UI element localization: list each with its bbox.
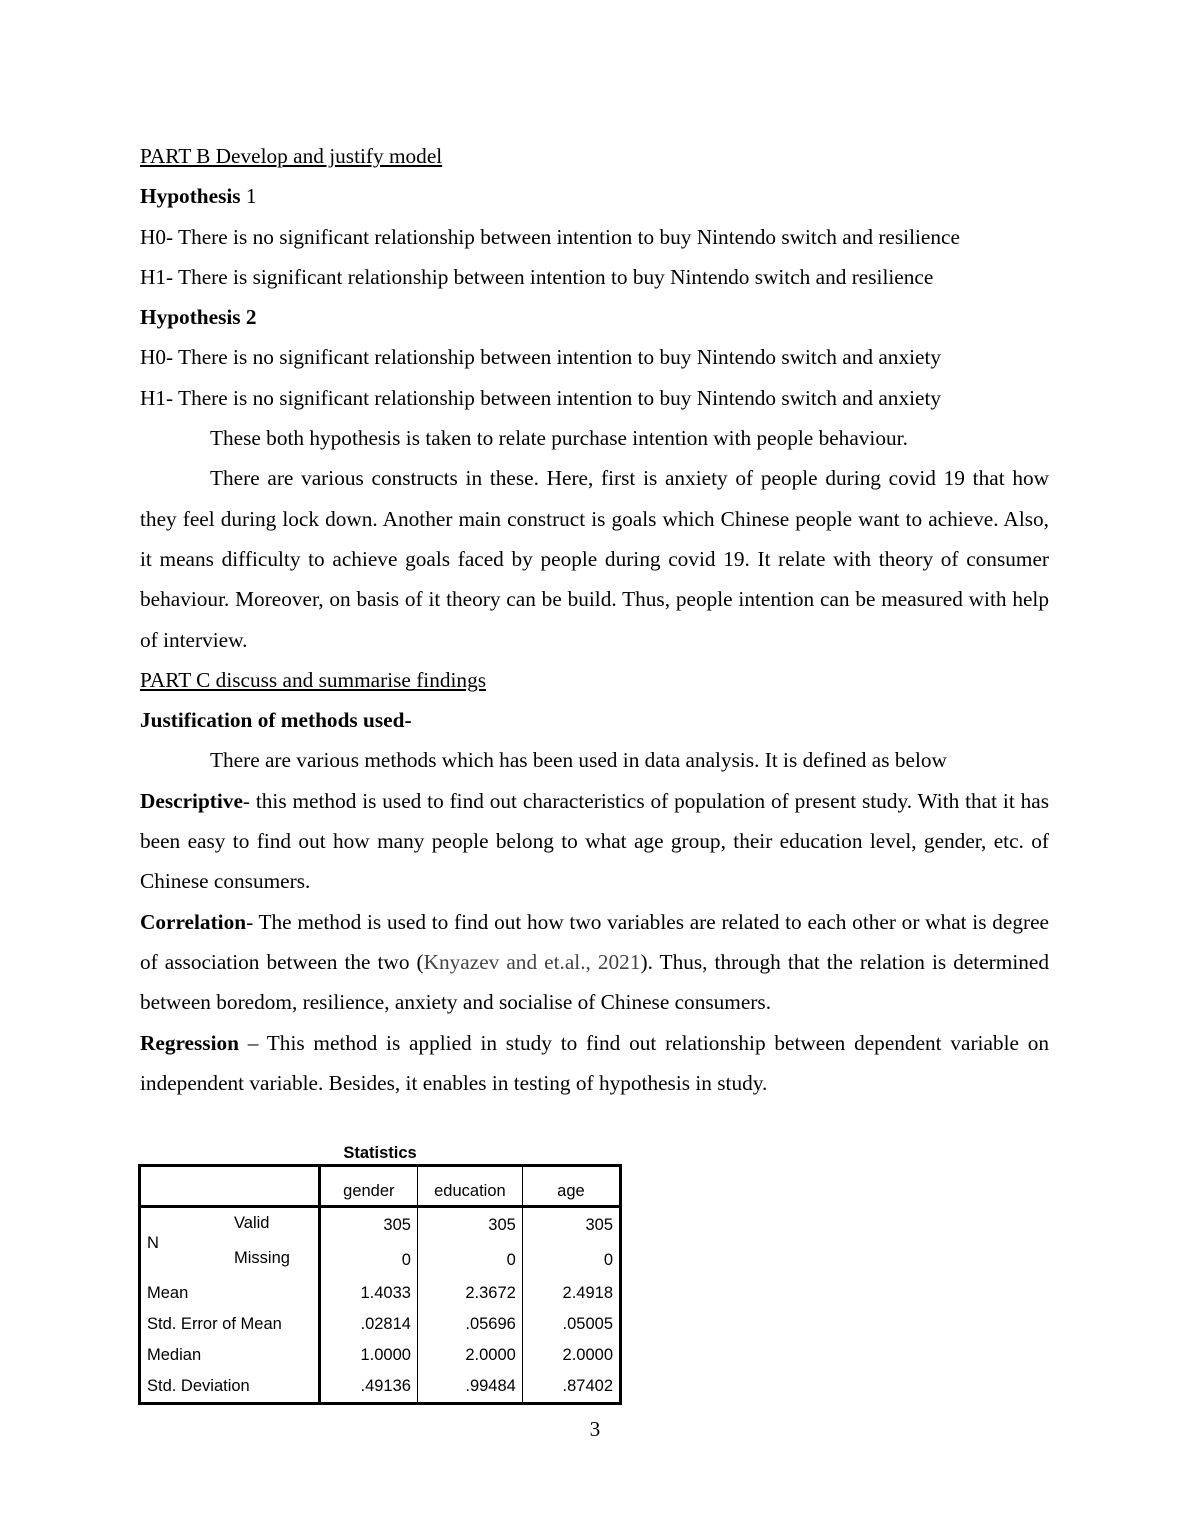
paragraph-constructs: There are various constructs in these. Here, first is anxiety of people during covid 19 that how they feel during lock down. Another main construct is goals which Chinese people want to achieve. Also, it means difficulty to achieve goals faced by people during covid 19. It relate with theory of consumer behaviour. Moreover, on basis of it theory can be build. Thus, people intention can be measured with help of interview. [140,466,1049,652]
row-label-mean: Mean [140,1278,320,1309]
correlation-label: Correlation [140,909,247,934]
missing-gender: 0 [319,1243,417,1278]
mean-gender: 1.4033 [319,1278,417,1309]
header-empty-cell [140,1166,320,1207]
header-age: age [522,1166,620,1207]
part-b-heading: PART B Develop and justify model [140,144,443,168]
row-label-std-error: Std. Error of Mean [140,1309,320,1340]
hypothesis-2-h0: H0- There is no significant relationship between intention to buy Nintendo switch and anxiety [140,345,942,370]
n-label: N [147,1234,159,1252]
n-group-cell [140,1207,320,1279]
mean-education: 2.3672 [417,1278,522,1309]
descriptive-paragraph [140,781,1049,902]
correlation-citation: Knyazev and et.al., 2021 [423,949,641,974]
correlation-text-a: - The method is used to find out how two variables are related to each other or what is degree of association between the two ( [140,909,1049,974]
part-c-heading: PART C discuss and summarise findings [140,667,487,692]
header-gender: gender [319,1166,417,1207]
row-label-missing: Missing [234,1249,290,1267]
page-number: 3 [589,1417,601,1441]
median-gender: 1.0000 [319,1340,417,1371]
missing-education: 0 [417,1243,522,1278]
median-age: 2.0000 [562,1346,613,1364]
regression-label: Regression [140,1030,239,1055]
justification-heading: Justification of methods used- [140,708,412,733]
hypothesis-1-h0: H0- There is no significant relationship between intention to buy Nintendo switch and resilience [140,224,960,249]
descriptive-text: - this method is used to find out characteristics of population of present study. With that it has been easy to find out how many people belong to what age group, their education level, gender, etc. of Chinese consumers. [140,788,1049,894]
std-error-age: .05005 [562,1315,613,1333]
statistics-title: Statistics [343,1144,417,1162]
std-deviation-gender: .49136 [319,1371,417,1404]
table-row [140,1340,621,1371]
valid-gender: 305 [319,1207,417,1244]
std-deviation-age: .87402 [562,1377,613,1395]
hypothesis-1-bold: Hypothesis [140,184,241,209]
missing-age: 0 [603,1251,613,1269]
document-body [140,136,1049,1103]
statistics-table [138,1164,622,1405]
mean-age: 2.4918 [562,1284,613,1302]
std-error-education: .05696 [417,1309,522,1340]
correlation-paragraph [140,902,1049,1023]
hypothesis-1-label [140,176,1049,216]
hypothesis-1-h1: H1- There is significant relationship between intention to buy Nintendo switch and resilience [140,264,934,289]
valid-education: 305 [417,1207,522,1244]
row-label-valid: Valid [234,1214,270,1232]
table-header-row [140,1166,621,1207]
median-education: 2.0000 [417,1340,522,1371]
correlation-text-b: ). Thus, through that the relation is determined between boredom, resilience, anxiety and socialise of Chinese consumers. [140,949,1049,1015]
std-error-gender: .02814 [319,1309,417,1340]
hypothesis-2-h1: H1- There is no significant relationship between intention to buy Nintendo switch and anxiety [140,385,942,410]
descriptive-label: Descriptive [140,788,243,813]
methods-intro: There are various methods which has been used in data analysis. It is defined as below [210,748,947,773]
hypothesis-1-number: 1 [240,184,257,209]
table-row [140,1278,621,1309]
table-row [140,1371,621,1404]
valid-age: 305 [585,1216,613,1234]
std-deviation-education: .99484 [417,1371,522,1404]
table-row [140,1309,621,1340]
paragraph-hypotheses: These both hypothesis is taken to relate purchase intention with people behaviour. [210,426,908,451]
regression-paragraph [140,1023,1049,1104]
table-row [140,1207,621,1244]
row-label-std-deviation: Std. Deviation [140,1371,320,1404]
hypothesis-2-label: Hypothesis 2 [140,305,257,330]
regression-text: – This method is applied in study to find out relationship between dependent variable on independent variable. Besides, it enables in testing of hypothesis in study. [140,1030,1049,1095]
header-education: education [417,1166,522,1207]
row-label-median: Median [140,1340,320,1371]
